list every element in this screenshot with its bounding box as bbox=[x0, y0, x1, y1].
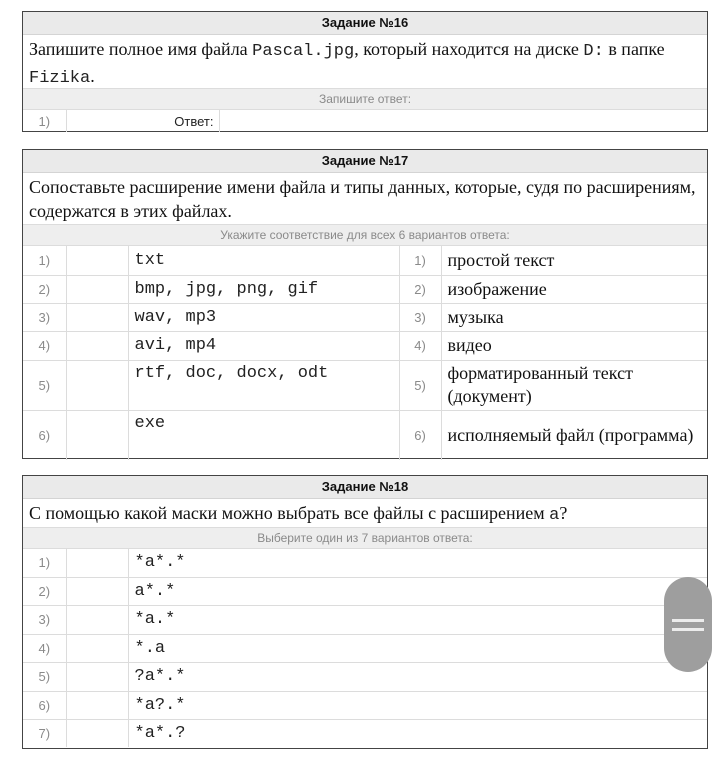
task-instruction: Укажите соответствие для всех 6 вариантов ответа: bbox=[23, 225, 707, 246]
matching-row bbox=[23, 360, 707, 410]
match-select-cell[interactable] bbox=[66, 410, 128, 460]
task-18 bbox=[22, 475, 708, 749]
right-item: музыка bbox=[441, 303, 707, 331]
option-text[interactable]: *a*.? bbox=[134, 723, 186, 743]
left-item: exe bbox=[128, 410, 399, 460]
question-drive: D: bbox=[583, 42, 604, 61]
option-select-cell[interactable] bbox=[66, 691, 128, 719]
left-number: 1) bbox=[23, 246, 66, 275]
answer-number: 1) bbox=[23, 110, 66, 132]
option-text[interactable]: *a?.* bbox=[128, 691, 707, 719]
menu-icon-bar bbox=[672, 628, 704, 631]
right-item: форматированный текст (документ) bbox=[441, 360, 707, 410]
question-text: ? bbox=[559, 503, 568, 523]
option-number: 4) bbox=[23, 634, 66, 662]
left-item: wav, mp3 bbox=[128, 303, 399, 331]
option-row[interactable] bbox=[23, 634, 707, 662]
left-item: bmp, jpg, png, gif bbox=[128, 275, 399, 303]
match-select-cell[interactable] bbox=[66, 246, 128, 275]
left-number: 2) bbox=[23, 275, 66, 303]
question-text: , который находится на диске bbox=[354, 39, 584, 59]
option-number: 1) bbox=[23, 549, 66, 577]
question-text: Запишите полное имя файла bbox=[29, 39, 253, 59]
matching-row bbox=[23, 275, 707, 303]
right-number: 3) bbox=[399, 303, 441, 331]
right-number: 4) bbox=[399, 331, 441, 360]
match-select-cell[interactable] bbox=[66, 360, 128, 410]
option-text[interactable]: *a*.* bbox=[128, 549, 707, 577]
task-title: Задание №18 bbox=[23, 476, 707, 499]
task-question bbox=[23, 499, 707, 528]
task-question: Сопоставьте расширение имени файла и типы данных, которые, судя по расширениям, содержатся в этих файлах. bbox=[23, 173, 707, 225]
left-item: avi, mp4 bbox=[128, 331, 399, 360]
option-number: 7) bbox=[23, 719, 66, 747]
matching-row bbox=[23, 246, 707, 275]
match-select-cell[interactable] bbox=[66, 303, 128, 331]
option-row[interactable] bbox=[23, 691, 707, 719]
option-select-cell[interactable] bbox=[66, 719, 128, 747]
option-select-cell[interactable] bbox=[66, 549, 128, 577]
match-select-cell[interactable] bbox=[66, 331, 128, 360]
left-number: 3) bbox=[23, 303, 66, 331]
left-item: rtf, doc, docx, odt bbox=[128, 360, 399, 410]
option-number: 5) bbox=[23, 662, 66, 691]
floating-menu-button[interactable] bbox=[664, 577, 712, 672]
answer-table bbox=[23, 110, 707, 132]
match-select-cell[interactable] bbox=[66, 275, 128, 303]
question-extension: a bbox=[549, 506, 560, 525]
task-title: Задание №17 bbox=[23, 150, 707, 173]
right-item: видео bbox=[441, 331, 707, 360]
task-16 bbox=[22, 11, 708, 132]
task-title: Задание №16 bbox=[23, 12, 707, 35]
left-item: txt bbox=[128, 246, 399, 275]
right-item: изображение bbox=[441, 275, 707, 303]
right-number: 2) bbox=[399, 275, 441, 303]
option-select-cell[interactable] bbox=[66, 605, 128, 634]
task-17 bbox=[22, 149, 708, 459]
option-row[interactable] bbox=[23, 719, 707, 747]
option-select-cell[interactable] bbox=[66, 634, 128, 662]
right-number: 1) bbox=[399, 246, 441, 275]
option-row[interactable] bbox=[23, 662, 707, 691]
right-number: 5) bbox=[399, 360, 441, 410]
option-number: 2) bbox=[23, 577, 66, 605]
option-text[interactable]: *.a bbox=[128, 634, 707, 662]
matching-row bbox=[23, 303, 707, 331]
right-item: исполняемый файл (программа) bbox=[447, 424, 694, 445]
option-row[interactable] bbox=[23, 549, 707, 577]
option-select-cell[interactable] bbox=[66, 577, 128, 605]
matching-row bbox=[23, 331, 707, 360]
question-filename: Pascal.jpg bbox=[252, 42, 355, 61]
options-table bbox=[23, 549, 707, 747]
task-question bbox=[23, 35, 707, 89]
matching-table bbox=[23, 246, 707, 460]
task-instruction: Выберите один из 7 вариантов ответа: bbox=[23, 528, 707, 549]
left-number: 6) bbox=[23, 410, 66, 460]
option-select-cell[interactable] bbox=[66, 662, 128, 691]
answer-row bbox=[23, 110, 707, 132]
option-row[interactable] bbox=[23, 577, 707, 605]
left-number: 5) bbox=[23, 360, 66, 410]
task-instruction: Запишите ответ: bbox=[23, 89, 707, 110]
question-folder: Fizika bbox=[29, 69, 91, 88]
right-number: 6) bbox=[399, 410, 441, 460]
option-number: 6) bbox=[23, 691, 66, 719]
answer-label: Ответ: bbox=[66, 110, 219, 132]
option-row[interactable] bbox=[23, 605, 707, 634]
left-number: 4) bbox=[23, 331, 66, 360]
question-text: в папке bbox=[603, 39, 665, 59]
option-text[interactable]: ?a*.* bbox=[128, 662, 707, 691]
right-item: простой текст bbox=[441, 246, 707, 275]
option-text[interactable]: *a.* bbox=[128, 605, 707, 634]
matching-row bbox=[23, 410, 707, 460]
option-number: 3) bbox=[23, 605, 66, 634]
answer-input[interactable] bbox=[220, 112, 712, 130]
option-text[interactable]: a*.* bbox=[128, 577, 707, 605]
menu-icon-bar bbox=[672, 619, 704, 622]
answer-cell[interactable] bbox=[219, 110, 707, 132]
question-text: С помощью какой маски можно выбрать все файлы с расширением bbox=[29, 503, 550, 523]
question-text: . bbox=[90, 66, 95, 86]
